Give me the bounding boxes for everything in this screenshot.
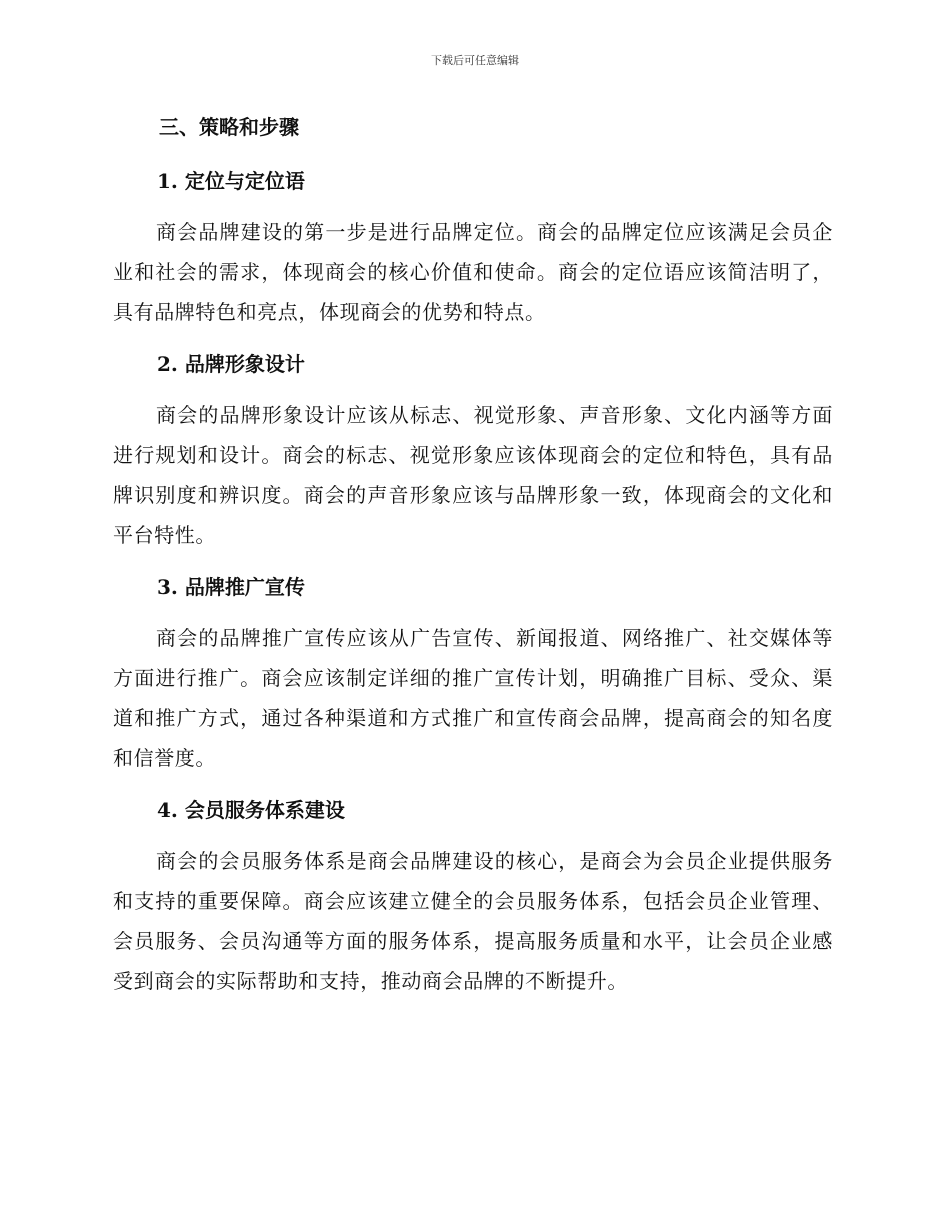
page-header: 下载后可任意编辑 [431, 54, 519, 67]
subsection-paragraph-4: 商会的会员服务体系是商会品牌建设的核心，是商会为会员企业提供服务和支持的重要保障。商会应该建立健全的会员服务体系，包括会员企业管理、会员服务、会员沟通等方面的服务体系，提高服务质量和水平，让会员企业感受到商会的实际帮助和支持，推动商会品牌的不断提升。 [113, 849, 833, 993]
document-body [113, 110, 833, 1001]
subsection-paragraph-1: 商会品牌建设的第一步是进行品牌定位。商会的品牌定位应该满足会员企业和社会的需求，体现商会的核心价值和使命。商会的定位语应该简洁明了，具有品牌特色和亮点，体现商会的优势和特点。 [113, 220, 833, 324]
subsection-heading-4: 4. 会员服务体系建设 [157, 798, 345, 822]
section-title: 三、策略和步骤 [159, 115, 299, 139]
subsection-paragraph-3: 商会的品牌推广宣传应该从广告宣传、新闻报道、网络推广、社交媒体等方面进行推广。商会应该制定详细的推广宣传计划，明确推广目标、受众、渠道和推广方式，通过各种渠道和方式推广和宣传商会品牌，提高商会的知名度和信誉度。 [113, 626, 833, 770]
subsection-heading-1: 1. 定位与定位语 [157, 169, 305, 193]
subsection-paragraph-2: 商会的品牌形象设计应该从标志、视觉形象、声音形象、文化内涵等方面进行规划和设计。商会的标志、视觉形象应该体现商会的定位和特色，具有品牌识别度和辨识度。商会的声音形象应该与品牌形象一致，体现商会的文化和平台特性。 [113, 403, 833, 547]
subsection-heading-3: 3. 品牌推广宣传 [157, 575, 305, 599]
subsection-heading-2: 2. 品牌形象设计 [157, 352, 305, 376]
